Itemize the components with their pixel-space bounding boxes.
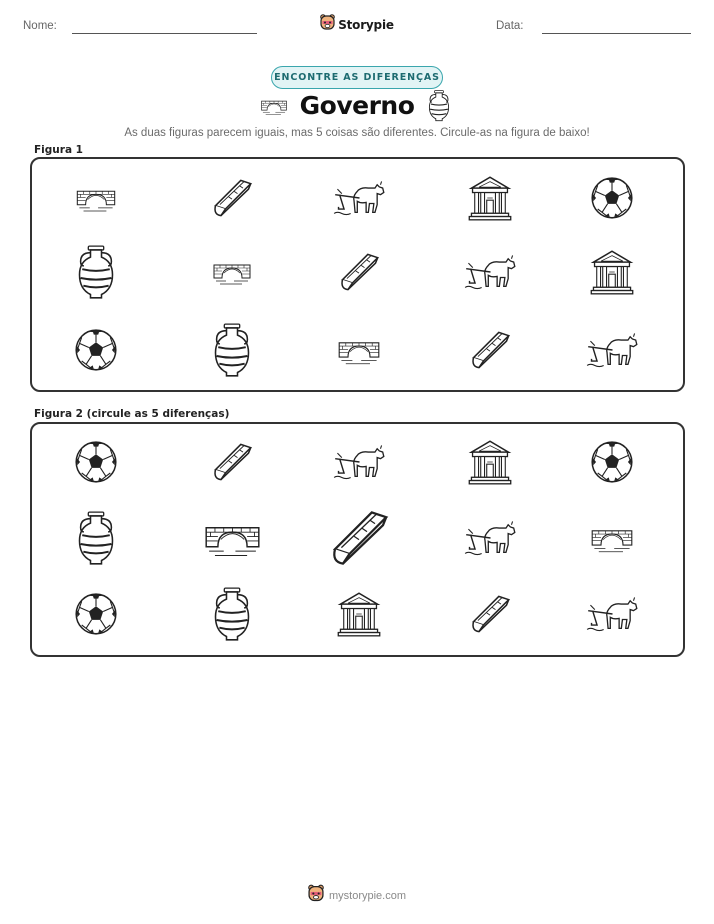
soccer-ball-icon[interactable]: [590, 176, 634, 220]
plow-ox-icon[interactable]: [464, 519, 517, 557]
bridge-icon[interactable]: [212, 259, 252, 285]
plow-ox-icon[interactable]: [333, 443, 386, 481]
soccer-ball-icon[interactable]: [74, 440, 118, 484]
page-title: Governo: [299, 91, 415, 120]
plow-ox-icon[interactable]: [464, 253, 517, 291]
amphora-icon[interactable]: [74, 511, 118, 566]
bridge-icon[interactable]: [203, 519, 262, 557]
aqueduct-icon[interactable]: [210, 176, 254, 220]
bridge-icon[interactable]: [337, 336, 381, 365]
aqueduct-icon[interactable]: [210, 440, 254, 484]
amphora-icon: [426, 90, 452, 127]
activity-badge: ENCONTRE AS DIFERENÇAS: [271, 66, 443, 89]
soccer-ball-icon[interactable]: [74, 328, 118, 372]
date-line[interactable]: [542, 33, 691, 34]
instructions: As duas figuras parecem iguais, mas 5 coisas são diferentes. Circule-as na figura de baixo!: [124, 127, 590, 139]
soccer-ball-icon[interactable]: [74, 592, 118, 636]
soccer-ball-icon[interactable]: [590, 440, 634, 484]
footer: [0, 884, 714, 907]
figure-2-label: Figura 2 (circule as 5 diferenças): [34, 408, 230, 420]
aqueduct-icon[interactable]: [468, 592, 512, 636]
brand-logo: [0, 14, 714, 35]
figure-1-label: Figura 1: [34, 144, 83, 156]
plow-ox-icon[interactable]: [333, 179, 386, 217]
amphora-icon[interactable]: [74, 245, 118, 300]
date-label: Data:: [496, 20, 524, 32]
aqueduct-icon[interactable]: [337, 250, 381, 294]
title-row: [0, 91, 714, 125]
temple-icon[interactable]: [468, 438, 512, 486]
amphora-icon[interactable]: [210, 587, 254, 642]
bridge-icon: [260, 97, 288, 120]
bridge-icon[interactable]: [75, 185, 117, 212]
aqueduct-icon[interactable]: [468, 328, 512, 372]
name-label: Nome:: [23, 20, 57, 32]
aqueduct-icon[interactable]: [327, 506, 391, 570]
footer-url[interactable]: mystorypie.com: [328, 889, 407, 902]
bridge-icon[interactable]: [590, 524, 634, 553]
temple-icon[interactable]: [337, 590, 381, 638]
plow-ox-icon[interactable]: [586, 595, 639, 633]
brand-name: Storypie: [338, 17, 394, 32]
storypie-bear-icon: [320, 14, 335, 35]
temple-icon[interactable]: [468, 174, 512, 222]
storypie-bear-icon: [308, 884, 324, 907]
plow-ox-icon[interactable]: [586, 331, 639, 369]
temple-icon[interactable]: [590, 248, 634, 296]
amphora-icon[interactable]: [210, 323, 254, 378]
